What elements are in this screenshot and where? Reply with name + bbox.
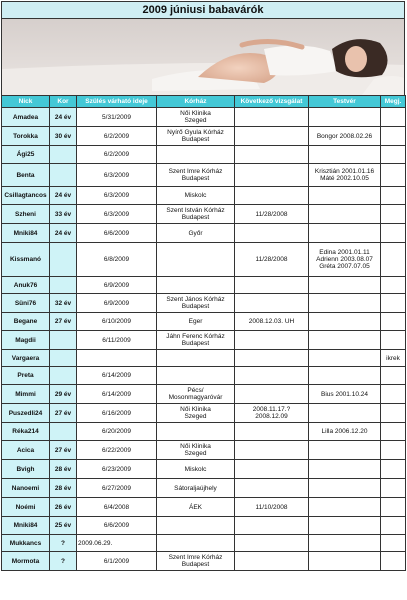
hospital-cell <box>157 164 235 187</box>
note-cell <box>381 479 406 498</box>
table-row <box>2 350 406 367</box>
hospital-cell <box>157 441 235 460</box>
age-cell <box>50 164 77 187</box>
nick-cell: Mniki84 <box>2 517 50 535</box>
age-cell: 32 év <box>50 294 77 313</box>
nick-cell: Csillagtancos <box>2 187 50 205</box>
title-bar <box>1 1 405 19</box>
note-cell <box>381 552 406 571</box>
sibling-cell <box>309 187 381 205</box>
sibling-cell <box>309 224 381 243</box>
due-date-cell: 6/6/2009 <box>77 517 157 535</box>
hospital-cell-line: Szeged <box>184 450 207 457</box>
hospital-cell <box>157 517 235 535</box>
next-exam-cell <box>235 294 309 313</box>
age-cell <box>50 367 77 385</box>
due-date-cell: 6/22/2009 <box>77 441 157 460</box>
hospital-cell <box>157 385 235 404</box>
table-row <box>2 441 406 460</box>
due-date-cell: 6/10/2009 <box>77 313 157 331</box>
next-exam-cell <box>235 331 309 350</box>
hospital-cell <box>157 404 235 423</box>
sibling-cell <box>309 552 381 571</box>
hospital-cell <box>157 243 235 277</box>
note-cell: ikrek <box>381 350 406 367</box>
note-cell <box>381 243 406 277</box>
hospital-cell-line: Női Klinika <box>180 110 211 117</box>
due-date-cell: 6/4/2008 <box>77 498 157 517</box>
hospital-cell-line: Mosonmagyaróvár <box>168 394 223 401</box>
nick-cell: Vargaera <box>2 350 50 367</box>
table-row <box>2 205 406 224</box>
due-date-cell: 6/20/2009 <box>77 423 157 441</box>
age-cell: 27 év <box>50 313 77 331</box>
age-cell: 24 év <box>50 108 77 127</box>
note-cell <box>381 127 406 146</box>
nick-cell: Magdii <box>2 331 50 350</box>
next-exam-cell <box>235 350 309 367</box>
header-age: Kor <box>50 96 77 108</box>
sibling-cell-line: Adrienn 2003.08.07 <box>316 256 373 263</box>
age-cell: ? <box>50 535 77 552</box>
next-exam-cell <box>235 146 309 164</box>
hospital-cell-line: Női Klinika <box>180 406 211 413</box>
due-date-cell: 6/8/2009 <box>77 243 157 277</box>
nick-cell: Nanoemi <box>2 479 50 498</box>
table-row <box>2 404 406 423</box>
sibling-cell <box>309 404 381 423</box>
table-row <box>2 423 406 441</box>
sibling-cell <box>309 460 381 479</box>
header-hospital: Kórház <box>157 96 235 108</box>
hospital-cell <box>157 498 235 517</box>
next-exam-cell <box>235 187 309 205</box>
hospital-cell-line: Budapest <box>181 136 210 143</box>
sibling-cell-line: Gréta 2007.07.05 <box>319 263 370 270</box>
nick-cell: Noémi <box>2 498 50 517</box>
hospital-cell <box>157 535 235 552</box>
table-row <box>2 164 406 187</box>
note-cell <box>381 294 406 313</box>
due-date-cell <box>77 350 157 367</box>
nick-cell: Mimmi <box>2 385 50 404</box>
table-row <box>2 460 406 479</box>
table-row <box>2 224 406 243</box>
sibling-cell <box>309 294 381 313</box>
sibling-cell <box>309 164 381 187</box>
next-exam-cell <box>235 517 309 535</box>
next-exam-cell-line: 2008.12.09 <box>255 413 288 420</box>
age-cell <box>50 423 77 441</box>
next-exam-cell <box>235 423 309 441</box>
table-row <box>2 146 406 164</box>
nick-cell: Ági25 <box>2 146 50 164</box>
note-cell <box>381 535 406 552</box>
hospital-cell <box>157 479 235 498</box>
age-cell: ? <box>50 552 77 571</box>
hospital-cell <box>157 350 235 367</box>
page-title: 2009 júniusi babavárók <box>142 4 264 16</box>
header-nick: Nick <box>2 96 50 108</box>
next-exam-cell <box>235 535 309 552</box>
next-exam-cell <box>235 460 309 479</box>
banner-photo <box>1 19 405 95</box>
sibling-cell <box>309 385 381 404</box>
nick-cell: Réka214 <box>2 423 50 441</box>
nick-cell: Szheni <box>2 205 50 224</box>
hospital-cell <box>157 313 235 331</box>
next-exam-cell <box>235 127 309 146</box>
hospital-cell-line: Szeged <box>184 117 207 124</box>
hospital-cell-line: Budapest <box>181 340 210 347</box>
sibling-cell <box>309 498 381 517</box>
hospital-cell-line: Miskolc <box>184 192 207 199</box>
age-cell: 28 év <box>50 460 77 479</box>
next-exam-cell-line: 11/10/2008 <box>255 503 288 511</box>
due-date-cell: 6/1/2009 <box>77 552 157 571</box>
hospital-cell-line: Sátoraljaújhely <box>174 484 217 492</box>
nick-cell: Anuk76 <box>2 277 50 294</box>
due-date-cell: 6/9/2009 <box>77 277 157 294</box>
next-exam-cell <box>235 552 309 571</box>
hospital-cell <box>157 367 235 385</box>
header-next-exam: Következő vizsgálat <box>235 96 309 108</box>
note-cell <box>381 108 406 127</box>
age-cell: 28 év <box>50 479 77 498</box>
hospital-cell-line: Budapest <box>181 214 210 221</box>
note-cell <box>381 224 406 243</box>
nick-cell: Torokka <box>2 127 50 146</box>
due-date-cell: 6/3/2009 <box>77 164 157 187</box>
next-exam-cell <box>235 277 309 294</box>
next-exam-cell <box>235 164 309 187</box>
next-exam-cell-line: 2008.11.17.? <box>252 406 291 413</box>
table-row <box>2 313 406 331</box>
hospital-cell <box>157 205 235 224</box>
table-row <box>2 187 406 205</box>
due-date-cell: 6/2/2009 <box>77 146 157 164</box>
next-exam-cell <box>235 205 309 224</box>
sibling-cell <box>309 535 381 552</box>
age-cell: 30 év <box>50 127 77 146</box>
due-date-cell: 6/9/2009 <box>77 294 157 313</box>
nick-cell: Mormota <box>2 552 50 571</box>
due-date-cell: 2009.06.29. <box>77 535 157 552</box>
nick-cell: Bvigh <box>2 460 50 479</box>
due-date-cell: 5/31/2009 <box>77 108 157 127</box>
hospital-cell <box>157 146 235 164</box>
next-exam-cell <box>235 479 309 498</box>
next-exam-cell-line: 11/28/2008 <box>255 256 288 263</box>
sibling-cell <box>309 205 381 224</box>
table-row <box>2 331 406 350</box>
sibling-cell <box>309 517 381 535</box>
sibling-cell-line: Máté 2002.10.05 <box>320 175 369 182</box>
note-cell <box>381 277 406 294</box>
note-cell <box>381 187 406 205</box>
hospital-cell-line: Budapest <box>181 175 210 182</box>
hospital-cell-line: Győr <box>188 229 203 237</box>
hospital-cell-line: Pécs/ <box>187 387 204 394</box>
sibling-cell-line: Bius 2001.10.24 <box>321 390 368 398</box>
sibling-cell <box>309 441 381 460</box>
hospital-cell <box>157 460 235 479</box>
next-exam-cell <box>235 243 309 277</box>
table-row <box>2 127 406 146</box>
next-exam-cell <box>235 498 309 517</box>
hospital-cell-line: ÁEK <box>188 503 202 511</box>
nick-cell: Süni76 <box>2 294 50 313</box>
age-cell: 24 év <box>50 224 77 243</box>
due-date-cell: 6/6/2009 <box>77 224 157 243</box>
age-cell: 29 év <box>50 385 77 404</box>
sibling-cell <box>309 479 381 498</box>
age-cell: 27 év <box>50 441 77 460</box>
due-date-cell: 6/16/2009 <box>77 404 157 423</box>
sibling-cell <box>309 331 381 350</box>
sibling-cell-line: Edina 2001.01.11 <box>319 249 370 256</box>
nick-cell: Mniki84 <box>2 224 50 243</box>
age-cell <box>50 243 77 277</box>
note-cell <box>381 423 406 441</box>
hospital-cell-line: Budapest <box>181 303 210 310</box>
babavarok-table <box>1 95 406 571</box>
table-row <box>2 552 406 571</box>
age-cell <box>50 350 77 367</box>
nick-cell: Preta <box>2 367 50 385</box>
hospital-cell-line: Miskolc <box>184 465 207 473</box>
hospital-cell-line: Eger <box>188 318 203 325</box>
due-date-cell: 6/14/2009 <box>77 385 157 404</box>
age-cell: 24 év <box>50 187 77 205</box>
note-cell <box>381 331 406 350</box>
note-cell <box>381 205 406 224</box>
note-cell <box>381 441 406 460</box>
age-cell: 26 év <box>50 498 77 517</box>
note-cell <box>381 460 406 479</box>
sibling-cell <box>309 350 381 367</box>
note-cell <box>381 367 406 385</box>
note-cell <box>381 146 406 164</box>
header-due-date: Szülés várható ideje <box>77 96 157 108</box>
sibling-cell <box>309 146 381 164</box>
age-cell: 33 év <box>50 205 77 224</box>
table-row <box>2 385 406 404</box>
nick-cell: Amadea <box>2 108 50 127</box>
age-cell: 25 év <box>50 517 77 535</box>
due-date-cell: 6/14/2009 <box>77 367 157 385</box>
pregnant-woman-photo-icon <box>2 19 405 95</box>
header-sibling: Testvér <box>309 96 381 108</box>
table-row <box>2 479 406 498</box>
next-exam-cell <box>235 313 309 331</box>
hospital-cell-line: Szent Imre Kórház <box>168 168 223 175</box>
hospital-cell <box>157 423 235 441</box>
note-cell <box>381 517 406 535</box>
table-row <box>2 498 406 517</box>
hospital-cell <box>157 294 235 313</box>
due-date-cell: 6/2/2009 <box>77 127 157 146</box>
hospital-cell-line: Budapest <box>181 561 210 568</box>
hospital-cell <box>157 277 235 294</box>
note-cell <box>381 164 406 187</box>
hospital-cell <box>157 108 235 127</box>
hospital-cell <box>157 331 235 350</box>
hospital-cell-line: Szeged <box>184 413 207 420</box>
table-row <box>2 517 406 535</box>
table-row <box>2 535 406 552</box>
hospital-cell <box>157 552 235 571</box>
hospital-cell-line: Szent János Kórház <box>166 296 225 303</box>
nick-cell: Begane <box>2 313 50 331</box>
due-date-cell: 6/27/2009 <box>77 479 157 498</box>
hospital-cell-line: Szent Imre Kórház <box>168 554 223 561</box>
next-exam-cell <box>235 224 309 243</box>
next-exam-cell-line: 11/28/2008 <box>255 210 288 218</box>
table-row <box>2 243 406 277</box>
next-exam-cell <box>235 385 309 404</box>
hospital-cell <box>157 127 235 146</box>
next-exam-cell <box>235 404 309 423</box>
table-row <box>2 367 406 385</box>
hospital-cell-line: Szent István Kórház <box>166 207 225 214</box>
note-cell <box>381 498 406 517</box>
note-cell <box>381 385 406 404</box>
age-cell <box>50 146 77 164</box>
nick-cell: Benta <box>2 164 50 187</box>
age-cell <box>50 331 77 350</box>
sibling-cell <box>309 243 381 277</box>
sibling-cell-line: Lilla 2006.12.20 <box>321 428 368 435</box>
next-exam-cell <box>235 367 309 385</box>
nick-cell: Kissmanó <box>2 243 50 277</box>
sibling-cell-line: Krisztián 2001.01.16 <box>314 168 375 175</box>
sibling-cell <box>309 367 381 385</box>
due-date-cell: 6/3/2009 <box>77 187 157 205</box>
sibling-cell <box>309 108 381 127</box>
nick-cell: Puszedli24 <box>2 404 50 423</box>
nick-cell: Mukkancs <box>2 535 50 552</box>
header-note: Megj. <box>381 96 406 108</box>
next-exam-cell <box>235 108 309 127</box>
nick-cell: Acica <box>2 441 50 460</box>
table-row <box>2 294 406 313</box>
next-exam-cell <box>235 441 309 460</box>
hospital-cell <box>157 224 235 243</box>
hospital-cell-line: Nyírő Gyula Kórház <box>167 129 224 136</box>
table-row <box>2 277 406 294</box>
sibling-cell-line: Bongor 2008.02.26 <box>316 132 373 140</box>
hospital-cell <box>157 187 235 205</box>
note-cell <box>381 313 406 331</box>
sibling-cell <box>309 313 381 331</box>
note-cell <box>381 404 406 423</box>
table-header-row <box>2 96 406 108</box>
sibling-cell <box>309 277 381 294</box>
due-date-cell: 6/3/2009 <box>77 205 157 224</box>
sibling-cell <box>309 423 381 441</box>
table-row <box>2 108 406 127</box>
age-cell <box>50 277 77 294</box>
age-cell: 27 év <box>50 404 77 423</box>
sibling-cell <box>309 127 381 146</box>
due-date-cell: 6/11/2009 <box>77 331 157 350</box>
next-exam-cell-line: 2008.12.03. UH <box>248 318 295 325</box>
hospital-cell-line: Női Klinika <box>180 443 211 450</box>
due-date-cell: 6/23/2009 <box>77 460 157 479</box>
hospital-cell-line: Jáhn Ferenc Kórház <box>166 333 225 340</box>
